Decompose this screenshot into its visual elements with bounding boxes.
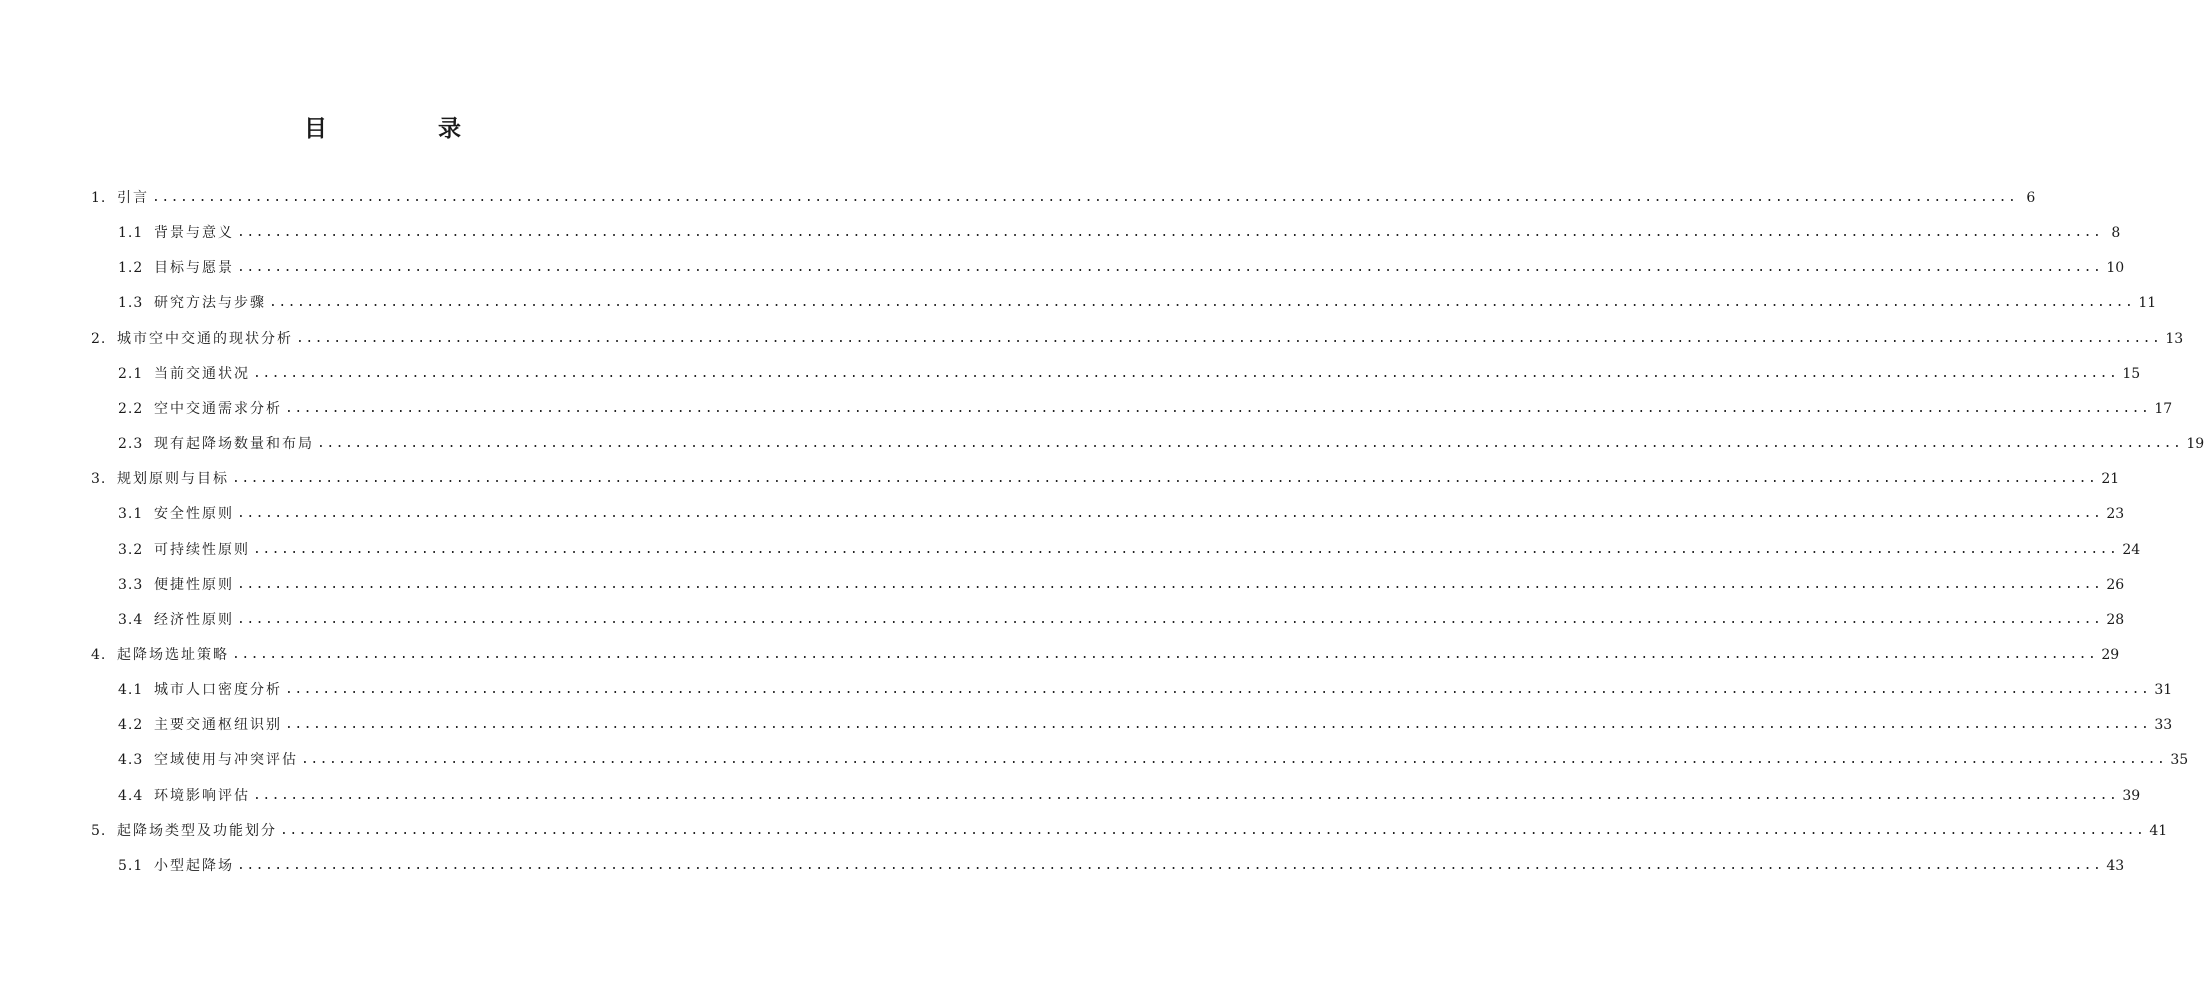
- toc-entry[interactable]: [118, 713, 2173, 737]
- toc-entry-page-number: 41: [2149, 822, 2168, 839]
- toc-entry[interactable]: [118, 608, 2125, 632]
- toc-entry-page-number: 8: [2111, 225, 2121, 242]
- toc-entry-title: 起降场类型及功能划分: [117, 822, 277, 839]
- toc-entry-title: 城市空中交通的现状分析: [117, 330, 293, 347]
- toc-entry-page-number: 23: [2106, 506, 2125, 523]
- toc-entry-number: 5.1: [118, 857, 144, 874]
- toc-entry-title: 城市人口密度分析: [154, 682, 282, 699]
- dot-leader: ........................................................................................................................................................................................................: [253, 365, 2119, 381]
- toc-entry-number: 4.: [91, 646, 107, 663]
- toc-entry[interactable]: [91, 819, 2168, 843]
- toc-entry-number: 3.: [91, 471, 107, 488]
- toc-entry-page-number: 21: [2101, 471, 2120, 488]
- toc-entry-title: 经济性原则: [154, 611, 234, 628]
- toc-entry[interactable]: [118, 573, 2125, 597]
- dot-leader: ........................................................................................................................................................................................................: [237, 506, 2103, 522]
- toc-entry[interactable]: [118, 678, 2173, 702]
- toc-entry-number: 3.4: [118, 611, 144, 628]
- toc-entry-number: 1.2: [118, 260, 144, 277]
- toc-entry-number: 2.2: [118, 400, 144, 417]
- toc-entry-number: 4.4: [118, 787, 144, 804]
- toc-entry-number: 1.1: [118, 225, 144, 242]
- toc-entry-number: 4.2: [118, 717, 144, 734]
- page-title: 目 录: [304, 116, 505, 142]
- toc-entry-number: 5.: [91, 822, 107, 839]
- toc-entry[interactable]: [118, 748, 2189, 772]
- toc-entry[interactable]: [118, 784, 2141, 808]
- dot-leader: ........................................................................................................................................................................................................: [285, 717, 2151, 733]
- toc-entry[interactable]: [118, 538, 2141, 562]
- toc-entry[interactable]: [118, 854, 2125, 878]
- toc-entry-number: 4.1: [118, 682, 144, 699]
- toc-entry-page-number: 28: [2106, 611, 2125, 628]
- toc-entry-page-number: 26: [2106, 576, 2125, 593]
- toc-entry-title: 小型起降场: [154, 857, 234, 874]
- toc-entry-page-number: 19: [2186, 436, 2204, 453]
- dot-leader: ........................................................................................................................................................................................................: [285, 400, 2151, 416]
- toc-entry-title: 目标与愿景: [154, 260, 234, 277]
- toc-entry-page-number: 33: [2154, 717, 2173, 734]
- toc-entry-title: 当前交通状况: [154, 365, 250, 382]
- toc-entry[interactable]: [91, 327, 2184, 351]
- toc-entry[interactable]: [118, 362, 2141, 386]
- dot-leader: ........................................................................................................................................................................................................: [317, 436, 2183, 452]
- toc-entry-page-number: 10: [2106, 260, 2125, 277]
- toc-entry[interactable]: [118, 221, 2121, 245]
- toc-entry-title: 可持续性原则: [154, 541, 250, 558]
- toc-entry-number: 3.3: [118, 576, 144, 593]
- dot-leader: ........................................................................................................................................................................................................: [237, 260, 2103, 276]
- toc-entry-page-number: 17: [2154, 400, 2173, 417]
- dot-leader: ........................................................................................................................................................................................................: [253, 541, 2119, 557]
- toc-entry-number: 1.: [91, 190, 107, 206]
- dot-leader: ........................................................................................................................................................................................................: [237, 576, 2103, 592]
- dot-leader: ........................................................................................................................................................................................................: [296, 330, 2162, 346]
- toc-entry-title: 规划原则与目标: [117, 471, 229, 488]
- toc-entry[interactable]: [91, 186, 2036, 210]
- toc-entry-number: 2.: [91, 330, 107, 347]
- toc-entry[interactable]: [91, 643, 2120, 667]
- toc-entry-title: 背景与意义: [154, 225, 234, 242]
- toc-entry[interactable]: [118, 256, 2125, 280]
- dot-leader: ........................................................................................................................................................................................................: [301, 752, 2167, 768]
- toc-entry[interactable]: [118, 291, 2157, 315]
- toc-entry-title: 环境影响评估: [154, 787, 250, 804]
- toc-entry-page-number: 11: [2138, 295, 2157, 312]
- toc-entry-number: 4.3: [118, 752, 144, 769]
- dot-leader: ........................................................................................................................................................................................................: [285, 682, 2151, 698]
- toc-entry-page-number: 15: [2122, 365, 2141, 382]
- dot-leader: ........................................................................................................................................................................................................: [280, 822, 2146, 838]
- toc-entry-number: 2.1: [118, 365, 144, 382]
- toc-entry-title: 引言: [117, 190, 149, 206]
- dot-leader: ........................................................................................................................................................................................................: [253, 787, 2119, 803]
- toc-entry-page-number: 6: [2026, 190, 2036, 206]
- toc-entry-page-number: 35: [2170, 752, 2189, 769]
- dot-leader: ........................................................................................................................................................................................................: [232, 471, 2098, 487]
- toc-entry[interactable]: [118, 397, 2173, 421]
- toc-entry[interactable]: [118, 432, 2204, 456]
- toc-entry-title: 起降场选址策略: [117, 646, 229, 663]
- dot-leader: ........................................................................................................................................................................................................: [237, 225, 2103, 241]
- toc-entry-page-number: 24: [2122, 541, 2141, 558]
- dot-leader: ........................................................................................................................................................................................................: [232, 646, 2098, 662]
- toc-entry[interactable]: [118, 502, 2125, 526]
- toc-entry-title: 空中交通需求分析: [154, 400, 282, 417]
- toc-entry-page-number: 13: [2165, 330, 2184, 347]
- toc-entry-page-number: 31: [2154, 682, 2173, 699]
- dot-leader: ........................................................................................................................................................................................................: [237, 611, 2103, 627]
- toc-entry-number: 3.1: [118, 506, 144, 523]
- dot-leader: ........................................................................................................................................................................................................: [152, 190, 2018, 205]
- toc-entry[interactable]: [91, 467, 2120, 491]
- dot-leader: ........................................................................................................................................................................................................: [269, 295, 2135, 311]
- toc-entry-title: 研究方法与步骤: [154, 295, 266, 312]
- toc-entry-number: 3.2: [118, 541, 144, 558]
- toc-entry-number: 2.3: [118, 436, 144, 453]
- dot-leader: ........................................................................................................................................................................................................: [237, 857, 2103, 873]
- toc-entry-page-number: 39: [2122, 787, 2141, 804]
- toc-entry-title: 便捷性原则: [154, 576, 234, 593]
- toc-entry-page-number: 43: [2106, 857, 2125, 874]
- toc-entry-title: 安全性原则: [154, 506, 234, 523]
- toc-entry-title: 空域使用与冲突评估: [154, 752, 298, 769]
- toc-entry-title: 主要交通枢纽识别: [154, 717, 282, 734]
- toc-entry-title: 现有起降场数量和布局: [154, 436, 314, 453]
- toc-entry-number: 1.3: [118, 295, 144, 312]
- toc-entry-page-number: 29: [2101, 646, 2120, 663]
